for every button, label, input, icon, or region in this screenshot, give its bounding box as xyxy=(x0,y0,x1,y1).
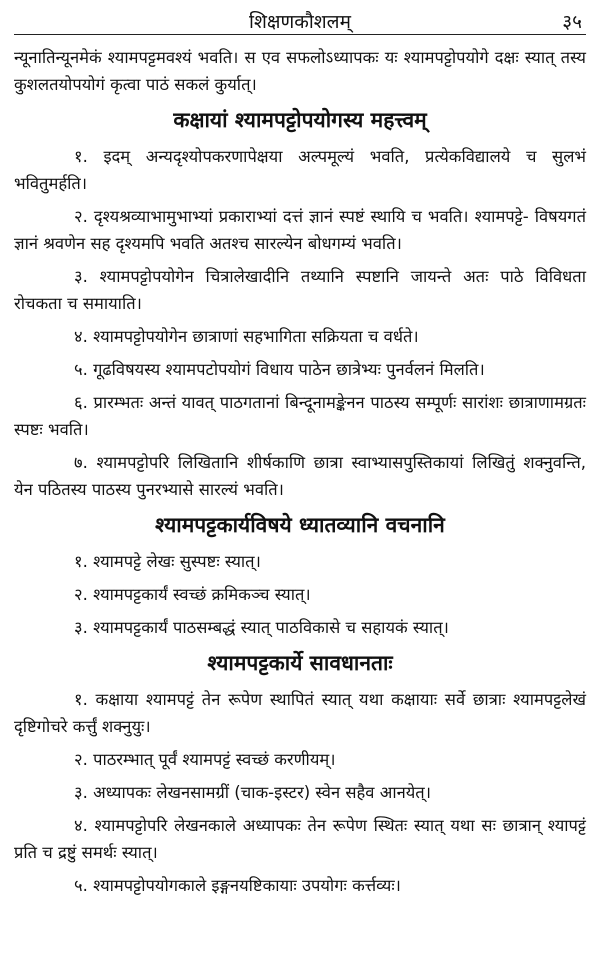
list-item: ४. श्यामपट्टोपरि लेखनकाले अध्यापकः तेन रूपेण स्थितः स्यात् यथा सः छात्रान् श्यापट्टं प्रति च द्रष्टुं समर्थः स्यात्। xyxy=(14,816,586,862)
section-heading-points: श्यामपट्टकार्यविषये ध्यातव्यानि वचनानि xyxy=(155,513,445,537)
list-item: २. दृश्यश्रव्याभामुभाभ्यां प्रकाराभ्यां दत्तं ज्ञानं स्पष्टं स्थायि च भवति। श्यामपट्टे- विषयगतं ज्ञानं श्रवणेन सह दृश्यमपि भवति अतश्च सारल्येन बोधगम्यं भवति। xyxy=(14,207,586,253)
list-item: १. कक्षाया श्यामपट्टं तेन रूपेण स्थापितं स्यात् यथा कक्षायाः सर्वे छात्राः श्यामपट्टलेखं दृष्टिगोचरे कर्त्तुं शक्नुयुः। xyxy=(14,690,586,736)
list-item: ५. श्यामपट्टोपयोगकाले इङ्गनयष्टिकायाः उपयोगः कर्त्तव्यः। xyxy=(74,876,401,895)
running-head-title: शिक्षणकौशलम् xyxy=(249,11,351,33)
list-item: ३. श्यामपट्टकार्यं पाठसम्बद्धं स्यात् पाठविकासे च सहायकं स्यात्। xyxy=(74,618,449,637)
list-item: ५. गूढविषयस्य श्यामपटोपयोगं विधाय पाठेन छात्रेभ्यः पुनर्वलनं मिलति। xyxy=(74,360,485,379)
list-item: १. श्यामपट्टे लेखः सुस्पष्टः स्यात्। xyxy=(74,552,261,571)
page-content xyxy=(14,44,586,905)
list-item: ३. श्यामपट्टोपयोगेन चित्रालेखादीनि तथ्यानि स्पष्टानि जायन्ते अतः पाठे विविधता रोचकता च समायाति। xyxy=(14,267,586,313)
list-item: ४. श्यामपट्टोपयोगेन छात्राणां सहभागिता सक्रियता च वर्धते। xyxy=(74,327,419,346)
section-heading-importance: कक्षायां श्यामपट्टोपयोगस्य महत्त्वम् xyxy=(173,108,427,132)
list-item: ६. प्रारम्भतः अन्तं यावत् पाठगतानां बिन्दूनामङ्केनन पाठस्य सम्पूर्णः सारांशः छात्राणामग्रतः स्पष्टः भवति। xyxy=(14,393,586,439)
page-number: ३५ xyxy=(562,11,582,33)
list-item: २. श्यामपट्टकार्यं स्वच्छं क्रमिकञ्च स्यात्। xyxy=(74,585,311,604)
running-head xyxy=(14,4,586,35)
list-item: ७. श्यामपट्टोपरि लिखितानि शीर्षकाणि छात्रा स्वाभ्यासपुस्तिकायां लिखितुं शक्नुवन्ति, येन पठितस्य पाठस्य पुनरभ्यासे सारल्यं भवति। xyxy=(14,453,586,499)
section-heading-precautions: श्यामपट्टकार्ये सावधानताः xyxy=(207,651,393,675)
list-item: ३. अध्यापकः लेखनसामग्रीं (चाक-इस्टर) स्वेन सहैव आनयेत्। xyxy=(74,783,431,802)
list-item: २. पाठरम्भात् पूर्वं श्यामपट्टं स्वच्छं करणीयम्। xyxy=(74,750,336,769)
intro-paragraph: न्यूनातिन्यूनमेकं श्यामपट्टमवश्यं भवति। स एव सफलोऽध्यापकः यः श्यामपट्टोपयोगे दक्षः स्यात् तस्य कुशलतयोपयोगं कृत्वा पाठं सकलं कुर्यात्। xyxy=(14,48,586,94)
list-item: १. इदम् अन्यदृश्योपकरणापेक्षया अल्पमूल्यं भवति, प्रत्येकविद्यालये च सुलभं भवितुमर्हति। xyxy=(14,147,586,193)
